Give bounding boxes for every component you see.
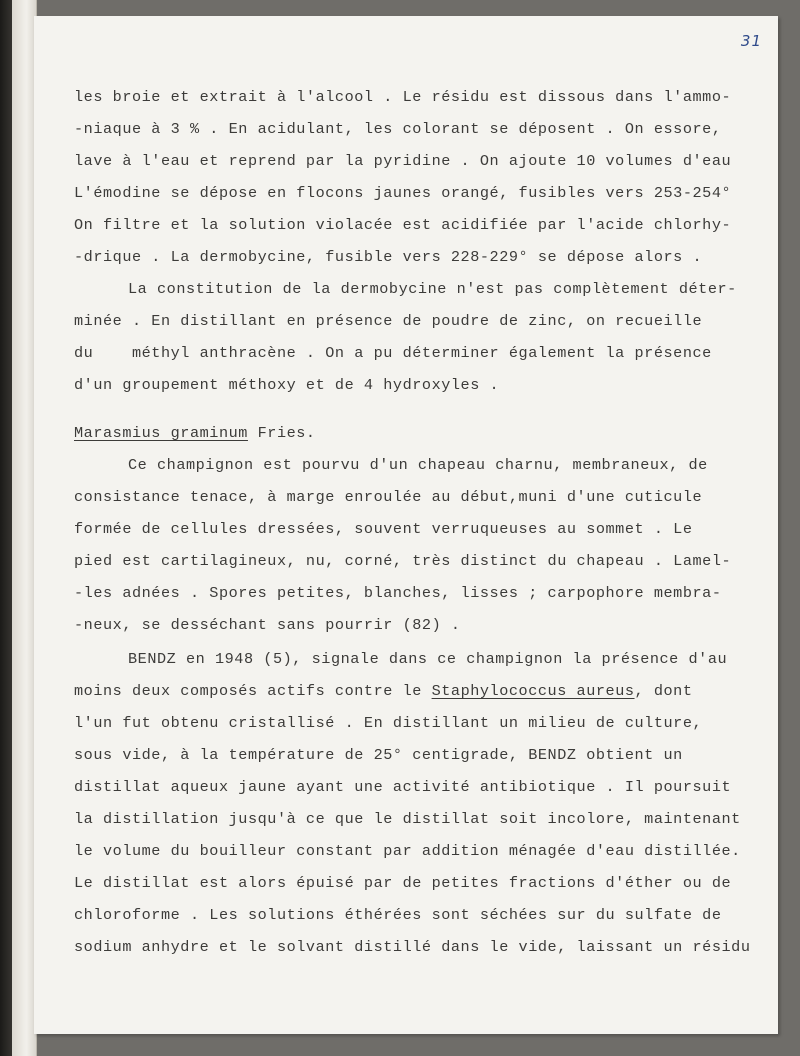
text-line [74, 682, 693, 700]
text-line: formée de cellules dressées, souvent verruqueuses au sommet . Le [74, 520, 693, 538]
text-line: consistance tenace, à marge enroulée au début,muni d'une cuticule [74, 488, 703, 506]
text-line: le volume du bouilleur constant par addition ménagée d'eau distillée. [74, 842, 741, 860]
species-author: Fries. [247, 424, 316, 442]
text-line: -drique . La dermobycine, fusible vers 228-229° se dépose alors . [74, 248, 703, 266]
text-line: sous vide, à la température de 25° centigrade, BENDZ obtient un [74, 746, 683, 764]
text-line: les broie et extrait à l'alcool . Le résidu est dissous dans l'ammo- [74, 88, 732, 106]
text-line: -neux, se desséchant sans pourrir (82) . [74, 616, 461, 634]
text-line: BENDZ en 1948 (5), signale dans ce champignon la présence d'au [128, 650, 728, 668]
text-line: Ce champignon est pourvu d'un chapeau charnu, membraneux, de [128, 456, 708, 474]
text-line: -niaque à 3 % . En acidulant, les colorant se déposent . On essore, [74, 120, 722, 138]
species-name-underlined: Staphylococcus aureus [431, 682, 635, 700]
page-number: 31 [740, 32, 762, 50]
text-line: d'un groupement méthoxy et de 4 hydroxyles . [74, 376, 500, 394]
text-line: sodium anhydre et le solvant distillé dans le vide, laissant un résidu [74, 938, 751, 956]
section-heading [74, 424, 316, 442]
text-line: L'émodine se dépose en flocons jaunes orangé, fusibles vers 253-254° [74, 184, 732, 202]
document-page [34, 16, 778, 1034]
text-line: la distillation jusqu'à ce que le distillat soit incolore, maintenant [74, 810, 741, 828]
text-line: minée . En distillant en présence de poudre de zinc, on recueille [74, 312, 703, 330]
text-line: pied est cartilagineux, nu, corné, très distinct du chapeau . Lamel- [74, 552, 732, 570]
text-segment: moins deux composés actifs contre le [74, 682, 432, 700]
text-line: distillat aqueux jaune ayant une activité antibiotique . Il poursuit [74, 778, 732, 796]
text-line: l'un fut obtenu cristallisé . En distillant un milieu de culture, [74, 714, 703, 732]
text-line: lave à l'eau et reprend par la pyridine . On ajoute 10 volumes d'eau [74, 152, 732, 170]
text-line: Le distillat est alors épuisé par de petites fractions d'éther ou de [74, 874, 732, 892]
text-line: -les adnées . Spores petites, blanches, lisses ; carpophore membra- [74, 584, 722, 602]
text-line: La constitution de la dermobycine n'est pas complètement déter- [128, 280, 737, 298]
text-line: On filtre et la solution violacée est acidifiée par l'acide chlorhy- [74, 216, 732, 234]
text-segment: , dont [634, 682, 693, 700]
species-name: Marasmius graminum [74, 424, 248, 442]
text-line: du méthyl anthracène . On a pu déterminer également la présence [74, 344, 712, 362]
text-line: chloroforme . Les solutions éthérées sont séchées sur du sulfate de [74, 906, 722, 924]
